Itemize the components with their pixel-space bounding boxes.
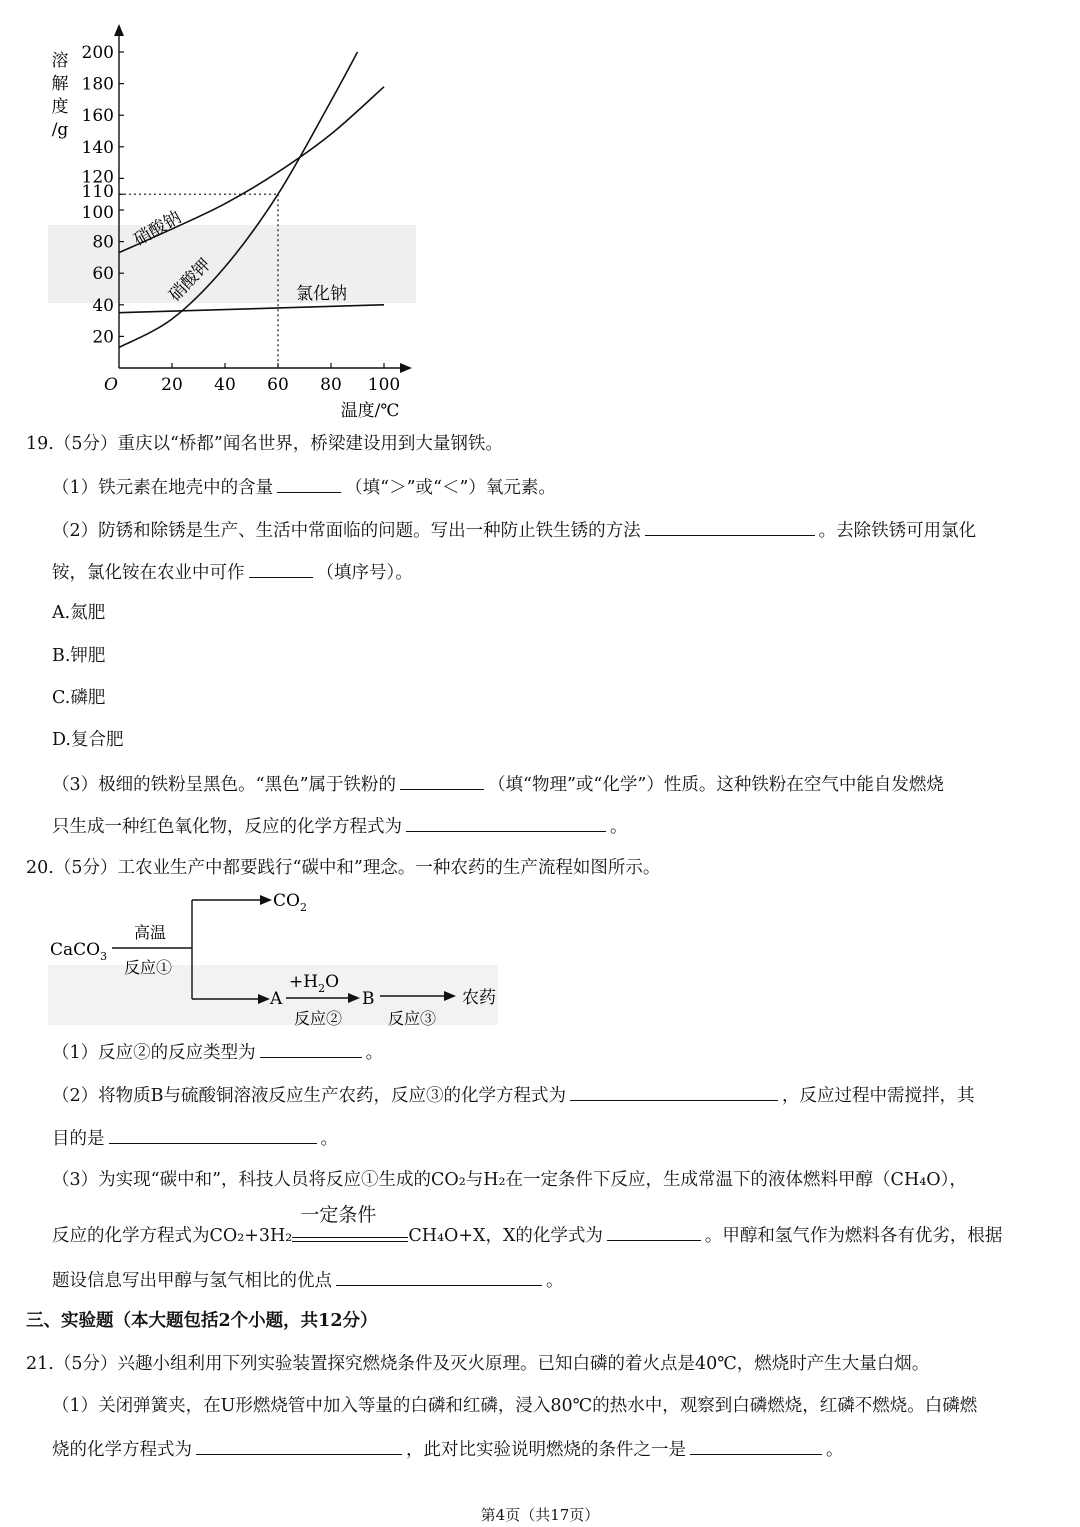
x-tick-label: 40 xyxy=(214,375,236,395)
q19-part3: （3）极细的铁粉呈黑色。“黑色”属于铁粉的 （填“物理”或“化学”）性质。这种铁粉在空气中能自发燃烧 xyxy=(52,771,944,797)
y-tick-label: 200 xyxy=(81,43,114,63)
q20-blank-3[interactable] xyxy=(109,1125,317,1144)
q21-blank-1[interactable] xyxy=(196,1436,402,1455)
label-potassium-nitrate: 硝酸钾 xyxy=(165,254,216,306)
q19-option-a: A.氮肥 xyxy=(52,603,106,623)
q20-part3-cont: 题设信息写出甲醇与氢气相比的优点 。 xyxy=(52,1267,564,1293)
reaction2-label: 反应② xyxy=(294,1009,343,1028)
x-axis-label: 温度/℃ xyxy=(340,401,400,421)
label-sodium-nitrate: 硝酸钠 xyxy=(130,207,185,251)
solubility-chart xyxy=(0,0,430,425)
q19-part1: （1）铁元素在地壳中的含量 （填“＞”或“＜”）氧元素。 xyxy=(52,474,556,500)
q19-option-c: C.磷肥 xyxy=(52,688,106,708)
y-tick-label: 120 xyxy=(81,167,114,188)
q19-blank-2[interactable] xyxy=(645,517,815,536)
label-sodium-chloride: 氯化钠 xyxy=(296,284,347,304)
y-axis-arrow xyxy=(114,24,124,36)
q19-part3-cont: 只生成一种红色氧化物，反应的化学方程式为 。 xyxy=(52,813,628,839)
q19-blank-5[interactable] xyxy=(406,813,606,832)
x-tick-label: 80 xyxy=(320,375,342,395)
q20-part2: （2）将物质B与硫酸铜溶液反应生产农药，反应③的化学方程式为 ，反应过程中需搅拌，其 xyxy=(52,1082,975,1108)
y-tick-label: 20 xyxy=(92,327,114,348)
x-axis-arrow xyxy=(400,363,412,373)
q19-option-d: D.复合肥 xyxy=(52,730,124,750)
y-axis-label-char: 度 xyxy=(51,97,69,117)
y-tick-label: 140 xyxy=(81,137,114,158)
x-tick-label: 60 xyxy=(267,375,289,395)
q19-blank-3[interactable] xyxy=(249,559,313,578)
q19-blank-1[interactable] xyxy=(277,474,341,493)
origin-label: O xyxy=(104,375,118,395)
reaction3-label: 反应③ xyxy=(388,1009,437,1028)
y-tick-label: 160 xyxy=(81,106,114,127)
q20-stem: 20.（5分）工农业生产中都要践行“碳中和”理念。一种农药的生产流程如图所示。 xyxy=(26,858,661,878)
x-tick-label: 100 xyxy=(367,375,401,395)
q21-stem: 21.（5分）兴趣小组利用下列实验装置探究燃烧条件及灭火原理。已知白磷的着火点是40℃，燃烧时产生大量白烟。 xyxy=(26,1354,930,1374)
product-label: 农药 xyxy=(462,988,496,1008)
y-axis-label-char: 解 xyxy=(51,74,69,94)
reaction1-label: 反应① xyxy=(124,958,173,977)
q20-part3-equation: 反应的化学方程式为CO₂+3H₂ 一定条件 CH₄O+X，X的化学式为 。甲醇和氢气作为燃料各有优劣，根据 xyxy=(52,1204,1003,1246)
q19-blank-4[interactable] xyxy=(400,771,484,790)
substance-b: B xyxy=(362,989,375,1009)
sodium-chloride-curve xyxy=(119,305,384,313)
q20-blank-2[interactable] xyxy=(570,1082,778,1101)
q20-blank-5[interactable] xyxy=(336,1267,542,1286)
section-3-heading: 三、实验题（本大题包括2个小题，共12分） xyxy=(26,1311,378,1331)
substance-a: A xyxy=(270,989,283,1009)
q20-flow-diagram xyxy=(40,880,520,1030)
y-tick-label: 180 xyxy=(81,74,114,95)
page-footer: 第4页（共17页） xyxy=(480,1506,600,1524)
y-tick-label: 80 xyxy=(92,232,114,253)
q19-stem: 19.（5分）重庆以“桥都”闻名世界，桥梁建设用到大量钢铁。 xyxy=(26,434,503,454)
reaction1-condition: 高温 xyxy=(134,923,167,942)
y-tick-label: 110 xyxy=(81,182,114,203)
y-tick-label: 100 xyxy=(81,203,114,223)
q19-part2-cont: 铵，氯化铵在农业中可作 （填序号）。 xyxy=(52,559,413,585)
h2o-label: $+H_2O$ xyxy=(289,972,340,995)
q20-part1: （1）反应②的反应类型为 。 xyxy=(52,1039,383,1065)
y-axis-label-char: /g xyxy=(51,120,69,140)
x-tick-label: 20 xyxy=(161,375,183,395)
y-tick-label: 60 xyxy=(92,264,114,285)
co2-label: $CO_2$ xyxy=(273,891,307,914)
y-axis-label-char: 溶 xyxy=(51,51,69,71)
q21-part1: （1）关闭弹簧夹，在U形燃烧管中加入等量的白磷和红磷，浸入80℃的热水中，观察到白磷燃烧，红磷不燃烧。白磷燃 xyxy=(52,1396,978,1416)
q20-blank-1[interactable] xyxy=(260,1039,362,1058)
equation-condition: 一定条件 xyxy=(292,1223,408,1241)
y-tick-label: 40 xyxy=(92,295,114,316)
q20-part2-cont: 目的是 。 xyxy=(52,1125,338,1151)
caco3-label: CaCO$_3$ xyxy=(50,940,108,963)
q19-part2: （2）防锈和除锈是生产、生活中常面临的问题。写出一种防止铁生锈的方法 。去除铁锈可用氯化 xyxy=(52,517,976,543)
arrow-head-co2 xyxy=(260,895,272,905)
q21-blank-2[interactable] xyxy=(690,1436,822,1455)
q21-part1-cont: 烧的化学方程式为 ，此对比实验说明燃烧的条件之一是 。 xyxy=(52,1436,844,1462)
q19-option-b: B.钾肥 xyxy=(52,646,106,666)
q20-blank-4[interactable] xyxy=(607,1222,701,1241)
q20-part3: （3）为实现“碳中和”，科技人员将反应①生成的CO₂与H₂在一定条件下反应，生成常温下的液体燃料甲醇（CH₄O）， xyxy=(52,1170,967,1190)
